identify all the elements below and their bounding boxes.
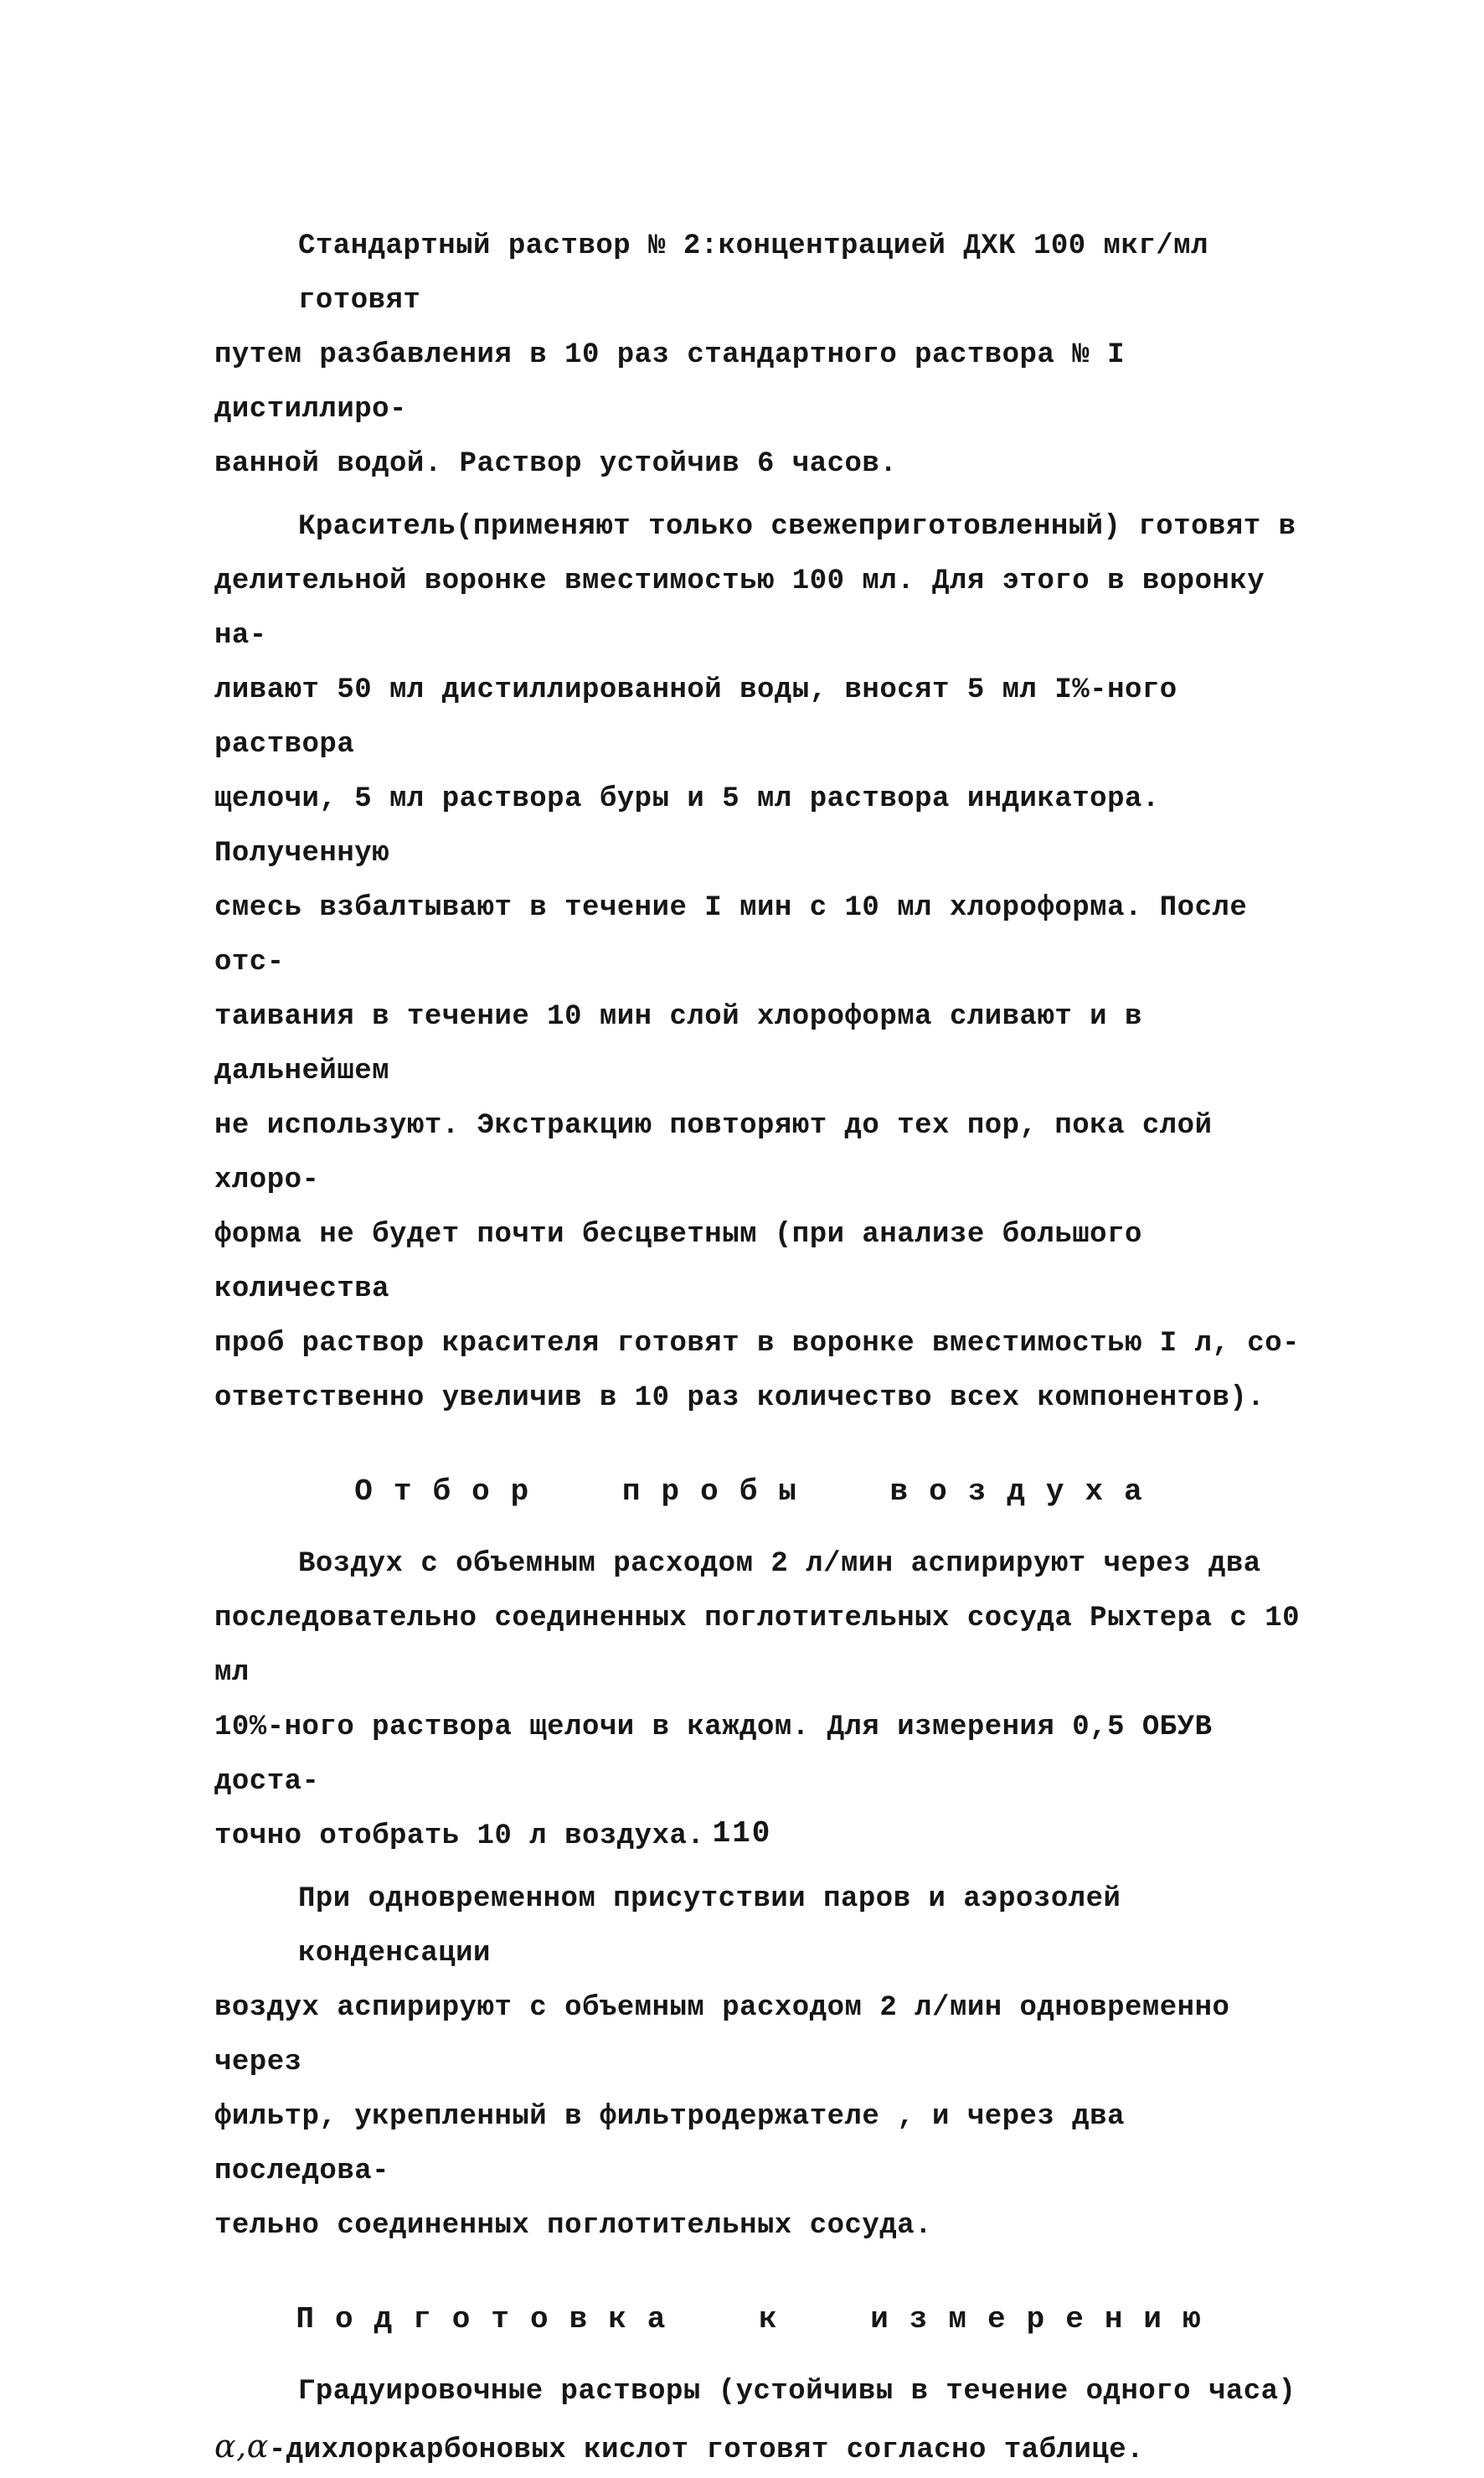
- text-line: путем разбавления в 10 раз стандартного раствора № I дистиллиро-: [214, 339, 1125, 426]
- text-line: тельно соединенных поглотительных сосуда.: [214, 2210, 933, 2242]
- text-line: фильтр, укрепленный в фильтродержателе , и через два последова-: [214, 2101, 1125, 2187]
- text-line: проб раствор красителя готовят в воронке вместимостью I л, со-: [214, 1328, 1301, 1360]
- section-heading-air-sampling: Отбор пробы воздуха: [354, 1474, 1163, 1509]
- text-line: Стандартный раствор № 2:концентрацией ДХК 100 мкг/мл готовят: [298, 230, 1208, 317]
- text-line: Воздух с объемным расходом 2 л/мин аспирируют через два: [298, 1548, 1261, 1580]
- section-heading-measurement-preparation: Подготовка к измерению: [296, 2302, 1222, 2336]
- text-line: воздух аспирируют с объемным расходом 2 л/мин одновременно через: [214, 1992, 1230, 2078]
- paragraph-calibration-solutions: [214, 2365, 1303, 2478]
- page-number: 110: [712, 1816, 772, 1851]
- text-line: точно отобрать 10 л воздуха.: [214, 1820, 705, 1852]
- text-line: -дихлоркарбоновых кислот готовят согласно таблице.: [268, 2434, 1145, 2466]
- text-line: смесь взбалтывают в течение I мин с 10 мл хлороформа. После отс-: [214, 892, 1248, 978]
- text-line: Краситель(применяют только свежеприготовленный) готовят в: [298, 511, 1296, 543]
- paragraph-dye-preparation: [214, 500, 1303, 1426]
- text-line: 10%-ного раствора щелочи в каждом. Для измерения 0,5 ОБУВ доста-: [214, 1711, 1213, 1798]
- text-line: делительной воронке вместимостью 100 мл. Для этого в воронку на-: [214, 565, 1265, 652]
- paragraph-standard-solution-2: [214, 219, 1303, 492]
- text-line: последовательно соединенных поглотительных сосуда Рыхтера с 10 мл: [214, 1603, 1301, 1689]
- text-line: таивания в течение 10 мин слой хлороформа сливают и в дальнейшем: [214, 1001, 1142, 1087]
- text-line: ответственно увеличив в 10 раз количество всех компонентов).: [214, 1382, 1265, 1414]
- alpha-alpha-symbol: α,α: [214, 2428, 269, 2465]
- text-line: не используют. Экстракцию повторяют до тех пор, пока слой хлоро-: [214, 1110, 1213, 1196]
- text-line: При одновременном присутствии паров и аэрозолей конденсации: [298, 1883, 1121, 1969]
- text-line: Градуировочные растворы (устойчивы в течение одного часа): [298, 2376, 1296, 2408]
- text-line: форма не будет почти бесцветным (при анализе большого количества: [214, 1219, 1142, 1305]
- document-page: [214, 219, 1303, 2478]
- text-line: щелочи, 5 мл раствора буры и 5 мл раствора индикатора. Полученную: [214, 783, 1160, 870]
- text-line: ливают 50 мл дистиллированной воды, вносят 5 мл I%-ного раствора: [214, 674, 1177, 761]
- paragraph-aerosol-sampling: [214, 1872, 1303, 2253]
- text-line: ванной водой. Раствор устойчив 6 часов.: [214, 448, 898, 480]
- paragraph-air-sampling: [214, 1537, 1303, 1864]
